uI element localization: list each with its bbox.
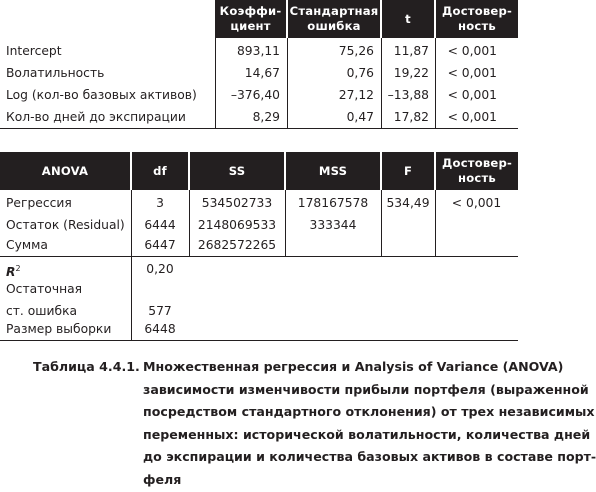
table-cell: < 0,001 (447, 88, 497, 102)
table-cell: < 0,001 (451, 196, 502, 210)
header-divider (130, 152, 132, 190)
table-cell: 893,11 (236, 44, 280, 58)
caption-text (143, 356, 596, 492)
anova-header-mss: MSS (318, 163, 348, 178)
table-row-label: Волатильность (6, 66, 105, 80)
table-cell: –13,88 (387, 88, 429, 102)
sample-size-value: 6448 (144, 322, 176, 336)
caption-label: Таблица 4.4.1. (33, 359, 140, 374)
table-cell: 19,22 (393, 66, 429, 80)
anova-table (0, 152, 518, 342)
table-cell: 8,29 (252, 110, 280, 124)
table-cell: 27,12 (338, 88, 374, 102)
table-cell: < 0,001 (447, 110, 497, 124)
caption-line: феля (143, 471, 182, 487)
table-cell: 534502733 (201, 196, 273, 210)
table-cell: 11,87 (393, 44, 429, 58)
table-cell: < 0,001 (447, 66, 497, 80)
table-cell: 17,82 (393, 110, 429, 124)
table-cell: < 0,001 (447, 44, 497, 58)
table-row-label: Log (кол-во базовых активов) (6, 88, 197, 102)
anova-header-significance: Достовер- ность (442, 156, 512, 185)
table-row-label: Регрессия (6, 196, 72, 210)
header-divider (434, 0, 436, 38)
table-cell: 178167578 (297, 196, 369, 210)
table-row-label: Сумма (6, 238, 48, 252)
table-cell: 0,47 (346, 110, 374, 124)
table-cell: 6447 (144, 238, 176, 252)
header-divider (380, 0, 382, 38)
section-rule (0, 256, 518, 257)
table-bottom-rule (0, 128, 518, 129)
caption-line: Множественная регрессия и Analysis of Variance (ANOVA) (143, 359, 564, 374)
residual-std-error-label: Остаточная ст. ошибка (6, 282, 83, 318)
r-squared-label: $R^2$ (6, 264, 21, 280)
table-cell: 3 (156, 196, 164, 210)
header-divider (284, 152, 286, 190)
table-bottom-rule (0, 340, 518, 341)
anova-header-title: ANOVA (41, 163, 89, 178)
anova-header-ss: SS (228, 163, 246, 178)
regression-header-coef: Коэффи- циент (219, 4, 282, 33)
table-row-label: Intercept (6, 44, 62, 58)
table-row-label: Остаток (Residual) (6, 218, 125, 232)
residual-std-error-value: 577 (148, 304, 172, 318)
r-squared-value: 0,20 (146, 262, 174, 276)
header-divider (434, 152, 436, 190)
table-cell: 2682572265 (197, 238, 277, 252)
regression-header-significance: Достовер- ность (442, 4, 512, 33)
sample-size-label: Размер выборки (6, 322, 112, 336)
table-cell: 333344 (309, 218, 357, 232)
table-cell: –376,40 (230, 88, 280, 102)
table-cell: 75,26 (338, 44, 374, 58)
caption-line: посредством стандартного отклонения) от трех независимых (143, 404, 595, 420)
regression-header-t: t (405, 11, 411, 26)
header-divider (380, 152, 382, 190)
table-row-label: Кол-во дней до экспирации (6, 110, 186, 124)
caption-line: зависимости изменчивости прибыли портфеля (выраженной (143, 381, 589, 397)
anova-header-df: df (153, 163, 167, 178)
table-cell: 0,76 (346, 66, 374, 80)
regression-header-stderr: Стандартная ошибка (289, 4, 379, 33)
caption-line: переменных: исторической волатильности, количества дней (143, 426, 591, 442)
anova-header-f: F (403, 163, 413, 178)
table-cell: 2148069533 (197, 218, 277, 232)
caption-line: до экспирации и количества базовых активов в составе порт- (143, 449, 596, 465)
table-cell: 534,49 (386, 196, 430, 210)
header-divider (286, 0, 288, 38)
table-cell: 14,67 (244, 66, 280, 80)
header-divider (188, 152, 190, 190)
table-cell: 6444 (144, 218, 176, 232)
